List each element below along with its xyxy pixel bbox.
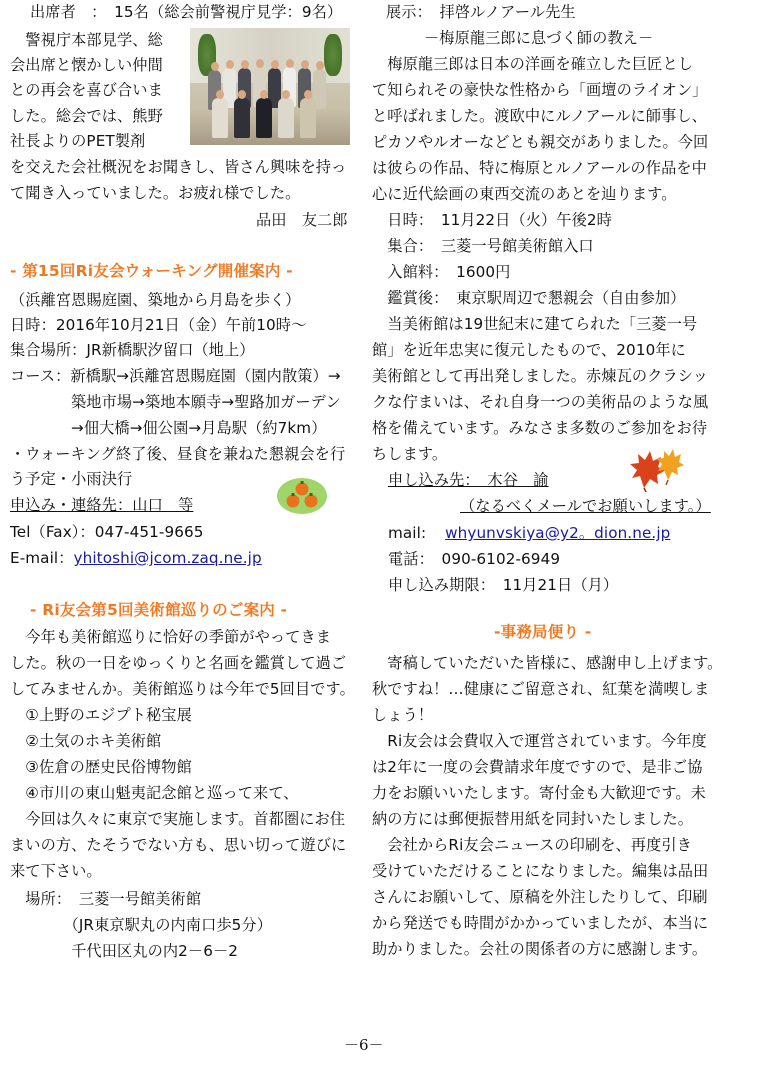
- walking-note: う予定・小雨決行: [10, 470, 133, 488]
- museum-heading: ‐ Ri友会第5回美術館巡りのご案内 ‐: [30, 601, 288, 619]
- museum-line: 今年も美術館巡りに恰好の季節がやってきま: [10, 628, 332, 646]
- museum-history: 格を備えています。みなさま多数のご参加をお待: [372, 419, 708, 437]
- office-line: から発送でも時間がかかっていましたが、本当に: [372, 914, 709, 932]
- walking-date: 日時：2016年10月21日（金）午前10時～: [10, 316, 307, 334]
- walking-email-row: [10, 548, 262, 568]
- apply-note: （なるべくメールでお願いします。）: [460, 497, 711, 515]
- museum-line: 場所： 三菱一号館美術館: [10, 890, 202, 908]
- museum-line: 来て下さい。: [10, 862, 102, 880]
- museum-line: 今回は久々に東京で実施します。首都圏にお住: [10, 810, 346, 828]
- email-link[interactable]: yhitoshi@jcom.zaq.ne.jp: [73, 549, 262, 567]
- office-line: 秋ですね！…健康にご留意され、紅葉を満喫しま: [372, 680, 710, 698]
- report-line: 警視庁本部見学、総: [10, 31, 163, 49]
- walking-note: ・ウォーキング終了後、昼食を兼ねた懇親会を行: [10, 445, 346, 463]
- attendance-line: 出席者 ： 15名（総会前警視庁見学：9名）: [30, 3, 343, 21]
- group-photo: [190, 28, 350, 145]
- museum-line: （JR東京駅丸の内南口歩5分）: [10, 916, 272, 934]
- event-fee: 入館料： 1600円: [372, 263, 511, 281]
- exhibit-body: は彼らの作品、特に梅原とルノアールの作品を中: [372, 159, 707, 177]
- event-datetime: 日時： 11月22日（火）午後2時: [372, 211, 612, 229]
- museum-line: した。秋の一日をゆっくりと名画を鑑賞して過ご: [10, 654, 347, 672]
- museum-line: ②土気のホキ美術館: [10, 732, 162, 750]
- museum-history: 美術館として再出発しました。赤煉瓦のクラシッ: [372, 367, 709, 385]
- museum-history: ちします。: [372, 445, 448, 463]
- phone: 電話： 090-6102-6949: [388, 550, 561, 568]
- office-line: は2年に一度の会費請求年度ですので、是非ご協: [372, 758, 703, 776]
- report-line: 会出席と懐かしい仲間: [10, 56, 163, 74]
- report-author: 品田 友二郎: [256, 211, 348, 229]
- exhibit-body: 梅原龍三郎は日本の洋画を確立した巨匠とし: [372, 55, 694, 73]
- mail-row: [388, 523, 670, 543]
- walking-course: →佃大橋→佃公園→月島駅（約7km）: [71, 419, 327, 437]
- office-heading: ‐事務局便り ‐: [494, 623, 592, 641]
- walking-course: コース：新橋駅→浜離宮恩賜庭園（園内散策）→: [10, 367, 341, 385]
- office-line: 会社からRi友会ニュースの印刷を、再度引き: [372, 836, 692, 854]
- museum-line: ①上野のエジプト秘宝展: [10, 706, 192, 724]
- exhibit-title: 展示： 拝啓ルノアール先生: [386, 3, 576, 21]
- walking-meeting-place: 集合場所：JR新橋駅汐留口（地上）: [10, 341, 255, 359]
- walking-heading: ‐ 第15回Ri友会ウォーキング開催案内 ‐: [10, 262, 293, 280]
- office-line: 助かりました。会社の関係者の方に感謝します。: [372, 940, 708, 958]
- deadline: 申し込み期限： 11月21日（月）: [388, 576, 619, 594]
- museum-history: 当美術館は19世紀末に建てられた「三菱一号: [372, 315, 698, 333]
- office-line: さんにお願いして、原稿を外注したりして、印刷: [372, 888, 708, 906]
- office-line: Ri友会は会費収入で運営されています。今年度: [372, 732, 707, 750]
- exhibit-body: て知られその豪快な性格から「画壇のライオン」: [372, 81, 708, 99]
- office-line: しょう！: [372, 706, 434, 724]
- office-line: 納の方には郵便振替用紙を同封いたしました。: [372, 810, 694, 828]
- office-line: 寄稿していただいた皆様に、感謝申し上げます。: [372, 654, 723, 672]
- mail-label: mail:: [388, 524, 427, 542]
- mail-link[interactable]: whyunvskiya@y2。dion.ne.jp: [445, 524, 671, 542]
- exhibit-body: と呼ばれました。渡欧中にルノアールに師事し、: [372, 107, 707, 125]
- exhibit-subtitle: －梅原龍三郎に息づく師の教え－: [424, 29, 654, 47]
- exhibit-body: ピカソやルオーなどとも親交がありました。今回: [372, 133, 709, 151]
- exhibit-body: 心に近代絵画の東西交流のあとを辿ります。: [372, 185, 677, 203]
- museum-line: してみませんか。美術館巡りは今年で5回目です。: [10, 680, 355, 698]
- museum-line: ③佐倉の歴史民俗博物館: [10, 758, 192, 776]
- walking-subtitle: （浜離宮恩賜庭園、築地から月島を歩く）: [10, 291, 301, 309]
- report-line: した。総会では、熊野: [10, 107, 163, 125]
- event-gathering: 集合： 三菱一号館美術館入口: [372, 237, 594, 255]
- office-line: 力をお願いいたします。寄付金も大歓迎です。未: [372, 784, 706, 802]
- walking-course: 築地市場→築地本願寺→聖路加ガーデン: [71, 393, 341, 411]
- walking-tel: Tel（Fax）：047-451-9665: [10, 523, 204, 541]
- event-after: 鑑賞後： 東京駅周辺で懇親会（自由参加）: [372, 289, 686, 307]
- apply-to: 申し込み先： 木谷 諭: [388, 471, 549, 489]
- report-line: との再会を喜び合いま: [10, 81, 163, 99]
- office-line: 受けていただけることになりました。編集は品田: [372, 862, 709, 880]
- persimmon-icon: [276, 477, 328, 515]
- walking-contact: 申込み・連絡先：山口 等: [10, 496, 194, 514]
- page-number: －6－: [344, 1036, 384, 1054]
- museum-history: 館」を近年忠実に復元したもので、2010年に: [372, 341, 686, 359]
- autumn-leaves-icon: [630, 448, 684, 492]
- museum-history: クな佇まいは、それ自身一つの美術品のような風: [372, 393, 709, 411]
- report-line: て聞き入っていました。お疲れ様でした。: [10, 184, 301, 202]
- report-line: 社長よりのPET製剤: [10, 132, 146, 150]
- museum-line: ④市川の東山魁夷記念館と巡って来て、: [10, 784, 299, 802]
- report-line: を交えた会社概況をお聞きし、皆さん興味を持っ: [10, 158, 347, 176]
- museum-line: 千代田区丸の内2－6－2: [10, 942, 239, 960]
- museum-line: まいの方、たそうでない方も、思い切って遊びに: [10, 836, 347, 854]
- email-label: E-mail：: [10, 549, 74, 567]
